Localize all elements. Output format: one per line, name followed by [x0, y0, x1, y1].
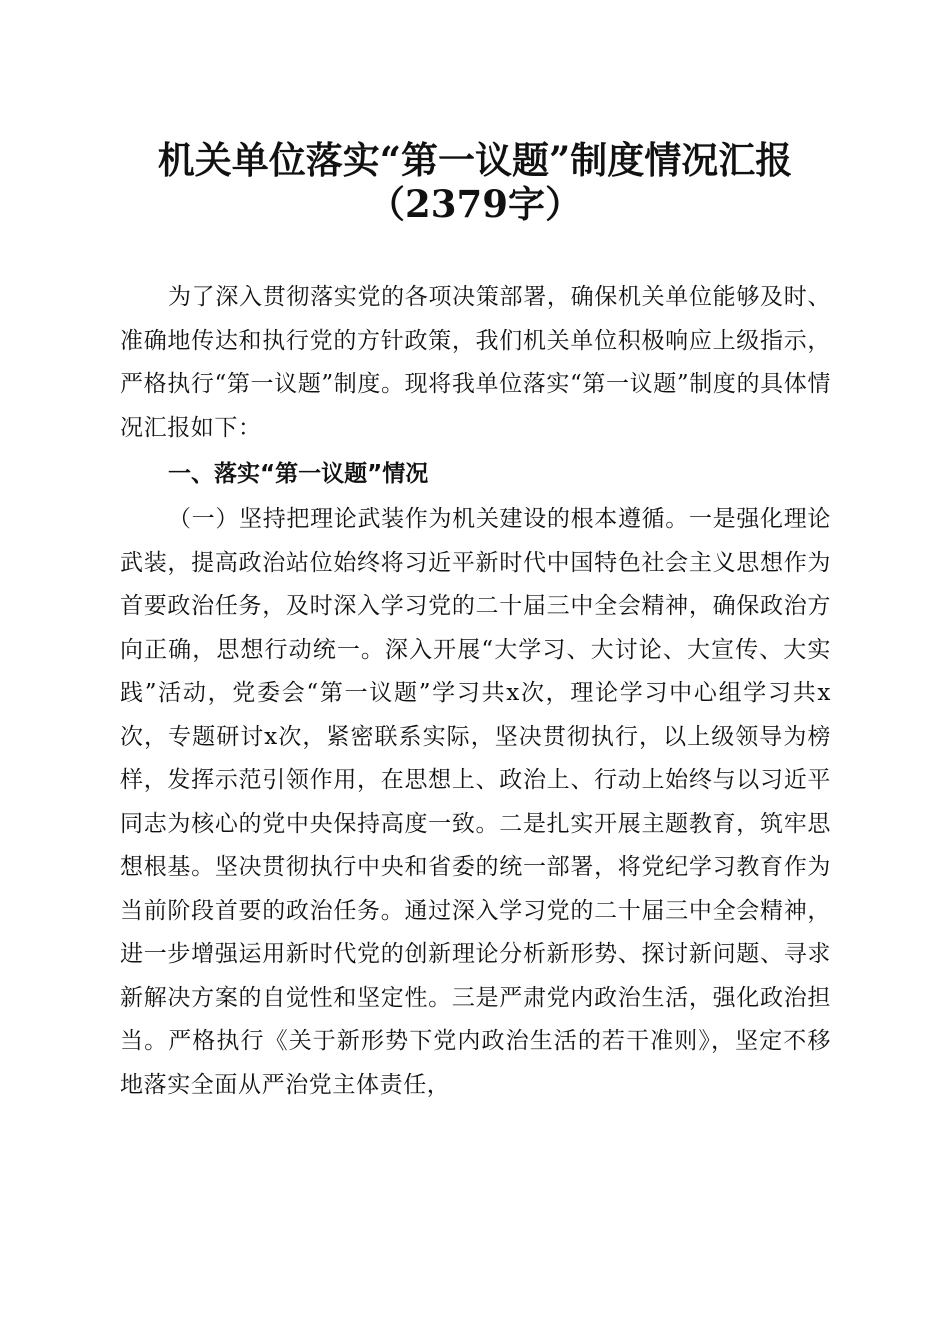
document-title: 机关单位落实“第一议题”制度情况汇报 [157, 138, 793, 182]
document-word-count: （2379字） [368, 182, 582, 226]
section-paragraph: （一）坚持把理论武装作为机关建设的根本遵循。一是强化理论武装，提高政治站位始终将习近平新时代中国特色社会主义思想作为首要政治任务，及时深入学习党的二十届三中全会精神，确保政治方向正确，思想行动统一。深入开展“大学习、大讨论、大宣传、大实践”活动，党委会“第一议题”学习共x次，理论学习中心组学习共x次，专题研讨x次，紧密联系实际，坚决贯彻执行，以上级领导为榜样，发挥示范引领作用，在思想上、政治上、行动上始终与以习近平同志为核心的党中央保持高度一致。二是扎实开展主题教育，筑牢思想根基。坚决贯彻执行中央和省委的统一部署，将党纪学习教育作为当前阶段首要的政治任务。通过深入学习党的二十届三中全会精神，进一步增强运用新时代党的创新理论分析新形势、探讨新问题、寻求新解决方案的自觉性和坚定性。三是严肃党内政治生活，强化政治担当。严格执行《关于新形势下党内政治生活的若干准则》，坚定不移地落实全面从严治党主体责任， [120, 506, 831, 1098]
section-heading: 一、落实“第一议题”情况 [168, 461, 429, 487]
intro-paragraph: 为了深入贯彻落实党的各项决策部署，确保机关单位能够及时、准确地传达和执行党的方针政策，我们机关单位积极响应上级指示，严格执行“第一议题”制度。现将我单位落实“第一议题”制度的具体情况汇报如下： [120, 284, 831, 441]
